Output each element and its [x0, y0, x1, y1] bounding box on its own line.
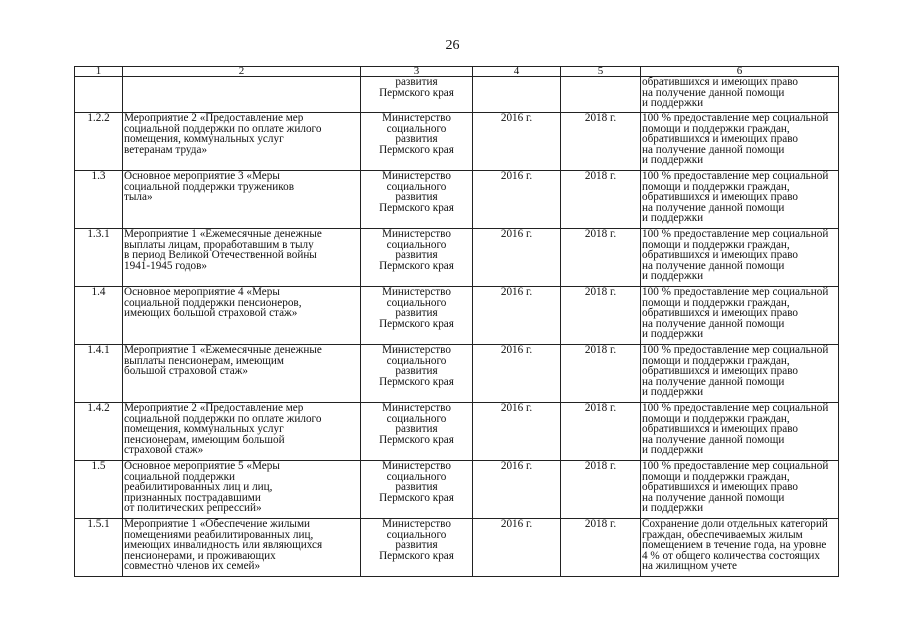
row-number: 1.4.1 [75, 345, 123, 403]
responsible-org: Министерство социального развития Пермского края [361, 171, 473, 229]
table-row [75, 287, 839, 345]
activity-name: Мероприятие 1 «Ежемесячные денежные выплаты лицам, проработавшим в тылу в период Великой Отечественной войны 1941-1945 годов» [123, 229, 361, 287]
expected-result: Сохранение доли отдельных категорий граждан, обеспечиваемых жилым помещением в течение года, на уровне 4 % от общего количества состоящих на жилищном учете [641, 519, 839, 577]
activity-name: Основное мероприятие 5 «Меры социальной поддержки реабилитированных лиц и лиц, признанных пострадавшими от политических репрессий» [123, 461, 361, 519]
start-year: 2016 г. [473, 287, 561, 345]
end-year [561, 77, 641, 113]
table-row [75, 403, 839, 461]
row-number: 1.5 [75, 461, 123, 519]
header-col-4: 4 [473, 67, 561, 77]
table-row [75, 229, 839, 287]
responsible-org: Министерство социального развития Пермского края [361, 287, 473, 345]
responsible-org: Министерство социального развития Пермского края [361, 403, 473, 461]
end-year: 2018 г. [561, 345, 641, 403]
table-row [75, 77, 839, 113]
end-year: 2018 г. [561, 113, 641, 171]
expected-result: 100 % предоставление мер социальной помощи и поддержки граждан, обратившихся и имеющих право на получение данной помощи и поддержки [641, 403, 839, 461]
start-year: 2016 г. [473, 171, 561, 229]
responsible-org: Министерство социального развития Пермского края [361, 345, 473, 403]
activity-name: Мероприятие 1 «Обеспечение жилыми помещениями реабилитированных лиц, имеющих инвалидность или являющихся пенсионерами, и проживающих совместно членов их семей» [123, 519, 361, 577]
responsible-org: Министерство социального развития Пермского края [361, 461, 473, 519]
row-number: 1.2.2 [75, 113, 123, 171]
page-number: 26 [445, 38, 460, 53]
row-number [75, 77, 123, 113]
row-number: 1.4.2 [75, 403, 123, 461]
expected-result: 100 % предоставление мер социальной помощи и поддержки граждан, обратившихся и имеющих право на получение данной помощи и поддержки [641, 461, 839, 519]
responsible-org: Министерство социального развития Пермского края [361, 229, 473, 287]
header-col-2: 2 [123, 67, 361, 77]
row-number: 1.5.1 [75, 519, 123, 577]
start-year: 2016 г. [473, 345, 561, 403]
expected-result: 100 % предоставление мер социальной помощи и поддержки граждан, обратившихся и имеющих право на получение данной помощи и поддержки [641, 345, 839, 403]
header-col-6: 6 [641, 67, 839, 77]
end-year: 2018 г. [561, 229, 641, 287]
activity-name: Основное мероприятие 3 «Меры социальной поддержки тружеников тыла» [123, 171, 361, 229]
table-row [75, 345, 839, 403]
expected-result: 100 % предоставление мер социальной помощи и поддержки граждан, обратившихся и имеющих право на получение данной помощи и поддержки [641, 287, 839, 345]
start-year [473, 77, 561, 113]
activity-name: Мероприятие 1 «Ежемесячные денежные выплаты пенсионерам, имеющим большой страховой стаж» [123, 345, 361, 403]
responsible-org: развития Пермского края [361, 77, 473, 113]
start-year: 2016 г. [473, 519, 561, 577]
row-number: 1.3.1 [75, 229, 123, 287]
expected-result: 100 % предоставление мер социальной помощи и поддержки граждан, обратившихся и имеющих право на получение данной помощи и поддержки [641, 113, 839, 171]
header-col-1: 1 [75, 67, 123, 77]
expected-result: обратившихся и имеющих право на получение данной помощи и поддержки [641, 77, 839, 113]
activity-name: Мероприятие 2 «Предоставление мер социальной поддержки по оплате жилого помещения, коммунальных услуг пенсионерам, имеющим большой страховой стаж» [123, 403, 361, 461]
program-table [74, 66, 839, 577]
activity-name: Мероприятие 2 «Предоставление мер социальной поддержки по оплате жилого помещения, коммунальных услуг ветеранам труда» [123, 113, 361, 171]
start-year: 2016 г. [473, 403, 561, 461]
responsible-org: Министерство социального развития Пермского края [361, 113, 473, 171]
start-year: 2016 г. [473, 113, 561, 171]
end-year: 2018 г. [561, 287, 641, 345]
end-year: 2018 г. [561, 171, 641, 229]
row-number: 1.4 [75, 287, 123, 345]
header-col-5: 5 [561, 67, 641, 77]
responsible-org: Министерство социального развития Пермского края [361, 519, 473, 577]
table-row [75, 461, 839, 519]
header-col-3: 3 [361, 67, 473, 77]
activity-name: Основное мероприятие 4 «Меры социальной поддержки пенсионеров, имеющих большой страховой стаж» [123, 287, 361, 345]
expected-result: 100 % предоставление мер социальной помощи и поддержки граждан, обратившихся и имеющих право на получение данной помощи и поддержки [641, 229, 839, 287]
row-number: 1.3 [75, 171, 123, 229]
end-year: 2018 г. [561, 519, 641, 577]
expected-result: 100 % предоставление мер социальной помощи и поддержки граждан, обратившихся и имеющих право на получение данной помощи и поддержки [641, 171, 839, 229]
activity-name [123, 77, 361, 113]
table-row [75, 519, 839, 577]
end-year: 2018 г. [561, 403, 641, 461]
table-row [75, 171, 839, 229]
table-header-row [75, 67, 839, 77]
table-row [75, 113, 839, 171]
start-year: 2016 г. [473, 461, 561, 519]
start-year: 2016 г. [473, 229, 561, 287]
end-year: 2018 г. [561, 461, 641, 519]
